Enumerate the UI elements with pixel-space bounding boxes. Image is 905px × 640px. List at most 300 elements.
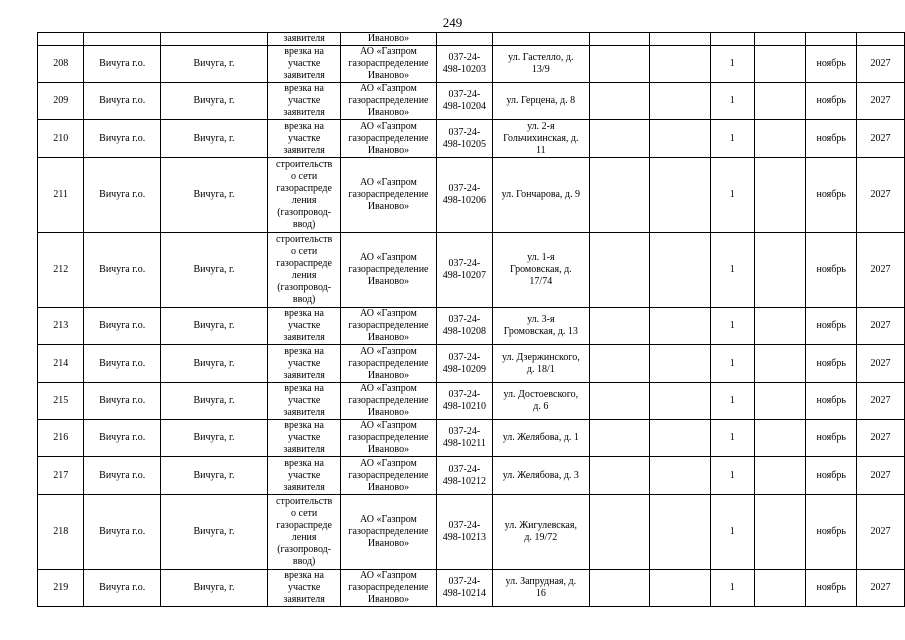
cell-org-line: Иваново» bbox=[367, 201, 410, 212]
cell-city: Вичуга, г. bbox=[160, 46, 267, 83]
cell-address bbox=[493, 33, 589, 46]
cell-qty: 1 bbox=[710, 83, 754, 120]
cell-city: Вичуга, г. bbox=[160, 345, 267, 383]
cell-month: ноябрь bbox=[806, 308, 857, 345]
cell-address bbox=[493, 158, 589, 233]
cell-month: ноябрь bbox=[806, 570, 857, 607]
cell-qty bbox=[710, 33, 754, 46]
cell-qty: 1 bbox=[710, 345, 754, 383]
cell-empty bbox=[650, 33, 711, 46]
cell-type-line: участке bbox=[287, 132, 321, 144]
cell-type-line: ления bbox=[291, 270, 317, 281]
cell-address bbox=[493, 120, 589, 158]
cell-year: 2027 bbox=[857, 570, 905, 607]
cell-city: Вичуга, г. bbox=[160, 158, 267, 233]
cell-empty bbox=[589, 420, 650, 457]
cell-code-line: 498-10212 bbox=[442, 475, 487, 487]
cell-org-line: АО «Газпром bbox=[360, 570, 417, 581]
cell-district: Вичуга г.о. bbox=[84, 46, 161, 83]
cell-org-line: АО «Газпром bbox=[360, 177, 417, 188]
cell-num: 215 bbox=[38, 383, 84, 420]
cell-type bbox=[268, 420, 341, 457]
cell-district: Вичуга г.о. bbox=[84, 83, 161, 120]
cell-empty bbox=[589, 33, 650, 46]
cell-org bbox=[341, 345, 436, 383]
cell-org bbox=[341, 570, 436, 607]
cell-qty: 1 bbox=[710, 233, 754, 308]
cell-org bbox=[341, 233, 436, 308]
cell-org-line: газораспределение bbox=[348, 582, 429, 593]
cell-code-line: 498-10206 bbox=[442, 195, 487, 206]
cell-num: 209 bbox=[38, 83, 84, 120]
cell-type-line: ввод) bbox=[292, 294, 316, 305]
cell-empty bbox=[754, 233, 806, 308]
cell-year: 2027 bbox=[857, 46, 905, 83]
cell-qty: 1 bbox=[710, 383, 754, 420]
cell-type-line: строительств bbox=[276, 159, 333, 170]
table-row bbox=[38, 83, 905, 120]
cell-year: 2027 bbox=[857, 383, 905, 420]
cell-empty bbox=[650, 308, 711, 345]
cell-type-line: заявителя bbox=[283, 70, 325, 81]
cell-type-line: участке bbox=[287, 58, 321, 69]
cell-org: Иваново» bbox=[341, 33, 436, 46]
cell-type-line: заявителя bbox=[283, 444, 325, 455]
cell-code bbox=[436, 420, 492, 457]
cell-type-line: заявителя bbox=[283, 332, 325, 343]
cell-city: Вичуга, г. bbox=[160, 308, 267, 345]
cell-type-line: (газопровод- bbox=[277, 207, 332, 218]
cell-type-line: участке bbox=[287, 432, 321, 443]
cell-org-line: Иваново» bbox=[367, 144, 410, 156]
cell-org-line: газораспределение bbox=[348, 189, 429, 200]
cell-empty bbox=[650, 495, 711, 570]
cell-code bbox=[436, 345, 492, 383]
cell-address-line: д. 19/72 bbox=[524, 532, 558, 543]
cell-type-line: врезка на bbox=[284, 383, 324, 394]
cell-code bbox=[436, 158, 492, 233]
cell-address-line: ул. Достоевского, bbox=[503, 389, 579, 400]
cell-qty: 1 bbox=[710, 308, 754, 345]
cell-month: ноябрь bbox=[806, 495, 857, 570]
cell-code bbox=[436, 233, 492, 308]
cell-address-line: ул. Желябова, д. 3 bbox=[502, 469, 579, 481]
cell-year: 2027 bbox=[857, 120, 905, 158]
cell-month: ноябрь bbox=[806, 158, 857, 233]
cell-type-line: заявителя bbox=[283, 407, 325, 418]
cell-num: 212 bbox=[38, 233, 84, 308]
table-row bbox=[38, 158, 905, 233]
cell-empty bbox=[589, 308, 650, 345]
table-row bbox=[38, 46, 905, 83]
table-row bbox=[38, 495, 905, 570]
cell-org-line: газораспределение bbox=[348, 432, 429, 443]
cell-code bbox=[436, 495, 492, 570]
cell-type-line: заявителя bbox=[283, 594, 325, 605]
cell-city: Вичуга, г. bbox=[160, 120, 267, 158]
cell-org-line: газораспределение bbox=[348, 264, 429, 275]
cell-month: ноябрь bbox=[806, 46, 857, 83]
cell-district bbox=[84, 33, 161, 46]
cell-address bbox=[493, 308, 589, 345]
cell-type bbox=[268, 345, 341, 383]
cell-address-line: д. 6 bbox=[533, 401, 549, 412]
cell-month: ноябрь bbox=[806, 383, 857, 420]
cell-org-line: газораспределение bbox=[348, 395, 429, 406]
cell-year bbox=[857, 33, 905, 46]
cell-empty bbox=[650, 83, 711, 120]
cell-code bbox=[436, 120, 492, 158]
cell-address-line: д. 18/1 bbox=[526, 363, 555, 375]
cell-org-line: газораспределение bbox=[348, 95, 429, 106]
cell-org-line: АО «Газпром bbox=[360, 345, 417, 357]
cell-code-line: 498-10214 bbox=[442, 588, 487, 599]
cell-type-line: газораспреде bbox=[276, 520, 332, 531]
cell-district: Вичуга г.о. bbox=[84, 233, 161, 308]
cell-city: Вичуга, г. bbox=[160, 420, 267, 457]
cell-empty bbox=[754, 33, 806, 46]
cell-org-line: АО «Газпром bbox=[360, 252, 417, 263]
cell-org-line: АО «Газпром bbox=[360, 420, 417, 431]
cell-empty bbox=[754, 495, 806, 570]
cell-year: 2027 bbox=[857, 345, 905, 383]
cell-empty bbox=[650, 233, 711, 308]
cell-qty: 1 bbox=[710, 457, 754, 495]
cell-empty bbox=[754, 420, 806, 457]
cell-empty bbox=[754, 46, 806, 83]
cell-code-line: 037-24- bbox=[448, 89, 481, 100]
cell-type-line: врезка на bbox=[284, 308, 324, 319]
continuation-row bbox=[38, 33, 905, 46]
cell-num: 211 bbox=[38, 158, 84, 233]
cell-org-line: газораспределение bbox=[348, 132, 429, 144]
cell-district: Вичуга г.о. bbox=[84, 120, 161, 158]
cell-type-line: заявителя bbox=[283, 107, 325, 118]
cell-empty bbox=[589, 83, 650, 120]
table-row bbox=[38, 383, 905, 420]
cell-year: 2027 bbox=[857, 83, 905, 120]
cell-type-line: врезка на bbox=[284, 120, 324, 132]
data-table bbox=[37, 32, 905, 607]
cell-num: 210 bbox=[38, 120, 84, 158]
cell-type-line: врезка на bbox=[284, 457, 324, 469]
cell-district: Вичуга г.о. bbox=[84, 158, 161, 233]
cell-type-line: о сети bbox=[291, 508, 318, 519]
cell-qty: 1 bbox=[710, 46, 754, 83]
cell-org bbox=[341, 383, 436, 420]
cell-address bbox=[493, 420, 589, 457]
cell-city: Вичуга, г. bbox=[160, 457, 267, 495]
cell-address-line: ул. Желябова, д. 1 bbox=[502, 432, 579, 443]
cell-code-line: 498-10209 bbox=[442, 363, 487, 375]
cell-empty bbox=[589, 46, 650, 83]
cell-type bbox=[268, 120, 341, 158]
cell-address bbox=[493, 46, 589, 83]
cell-address-line: ул. Запрудная, д. bbox=[505, 576, 577, 587]
cell-month: ноябрь bbox=[806, 345, 857, 383]
cell-type-line: участке bbox=[287, 357, 321, 369]
cell-org-line: АО «Газпром bbox=[360, 308, 417, 319]
cell-empty bbox=[650, 420, 711, 457]
cell-num: 214 bbox=[38, 345, 84, 383]
cell-org bbox=[341, 120, 436, 158]
cell-empty bbox=[589, 383, 650, 420]
cell-num: 219 bbox=[38, 570, 84, 607]
cell-address bbox=[493, 345, 589, 383]
cell-org-line: Иваново» bbox=[367, 369, 410, 381]
cell-org-line: Иваново» bbox=[367, 407, 410, 418]
cell-empty bbox=[589, 345, 650, 383]
cell-code bbox=[436, 570, 492, 607]
cell-org-line: Иваново» bbox=[367, 538, 410, 549]
cell-org-line: АО «Газпром bbox=[360, 46, 417, 57]
cell-type-line: врезка на bbox=[284, 420, 324, 431]
cell-type-line: ввод) bbox=[292, 556, 316, 567]
cell-code-line: 037-24- bbox=[448, 52, 481, 63]
cell-empty bbox=[650, 457, 711, 495]
cell-empty bbox=[754, 308, 806, 345]
cell-address-line: ул. Гастелло, д. bbox=[508, 52, 574, 63]
cell-address bbox=[493, 570, 589, 607]
cell-type-line: заявителя bbox=[283, 481, 325, 493]
cell-address-line: ул. Дзержинского, bbox=[501, 351, 580, 363]
cell-code bbox=[436, 33, 492, 46]
cell-type-line: участке bbox=[287, 95, 321, 106]
cell-qty: 1 bbox=[710, 120, 754, 158]
cell-code-line: 037-24- bbox=[448, 183, 481, 194]
cell-type-line: (газопровод- bbox=[277, 544, 332, 555]
cell-empty bbox=[754, 120, 806, 158]
cell-empty bbox=[754, 570, 806, 607]
cell-type-line: врезка на bbox=[284, 570, 324, 581]
cell-qty: 1 bbox=[710, 570, 754, 607]
cell-address-line: 17/74 bbox=[529, 276, 553, 287]
cell-city: Вичуга, г. bbox=[160, 383, 267, 420]
cell-org-line: АО «Газпром bbox=[360, 383, 417, 394]
cell-num: 216 bbox=[38, 420, 84, 457]
cell-org-line: газораспределение bbox=[348, 58, 429, 69]
cell-district: Вичуга г.о. bbox=[84, 420, 161, 457]
cell-address-line: 16 bbox=[535, 588, 546, 599]
cell-type-line: газораспреде bbox=[276, 258, 332, 269]
cell-type-line: участке bbox=[287, 582, 321, 593]
cell-month: ноябрь bbox=[806, 83, 857, 120]
cell-month: ноябрь bbox=[806, 233, 857, 308]
cell-month: ноябрь bbox=[806, 120, 857, 158]
cell-org bbox=[341, 495, 436, 570]
cell-type-line: газораспреде bbox=[276, 183, 332, 194]
cell-code bbox=[436, 46, 492, 83]
cell-code bbox=[436, 83, 492, 120]
cell-org-line: газораспределение bbox=[348, 320, 429, 331]
cell-code-line: 498-10203 bbox=[442, 64, 487, 75]
cell-district: Вичуга г.о. bbox=[84, 495, 161, 570]
cell-code-line: 037-24- bbox=[448, 389, 481, 400]
cell-type: заявителя bbox=[268, 33, 341, 46]
cell-empty bbox=[650, 158, 711, 233]
cell-qty: 1 bbox=[710, 158, 754, 233]
cell-type bbox=[268, 383, 341, 420]
cell-code-line: 498-10213 bbox=[442, 532, 487, 543]
cell-org-line: Иваново» bbox=[367, 70, 410, 81]
cell-org-line: АО «Газпром bbox=[360, 514, 417, 525]
cell-num: 213 bbox=[38, 308, 84, 345]
cell-code-line: 037-24- bbox=[448, 426, 481, 437]
cell-org bbox=[341, 158, 436, 233]
cell-year: 2027 bbox=[857, 457, 905, 495]
cell-org-line: газораспределение bbox=[348, 357, 429, 369]
cell-type bbox=[268, 457, 341, 495]
cell-org-line: Иваново» bbox=[367, 481, 410, 493]
cell-org-line: газораспределение bbox=[348, 469, 429, 481]
cell-empty bbox=[754, 457, 806, 495]
cell-empty bbox=[754, 345, 806, 383]
cell-type-line: (газопровод- bbox=[277, 282, 332, 293]
cell-org bbox=[341, 457, 436, 495]
cell-type bbox=[268, 233, 341, 308]
cell-address bbox=[493, 83, 589, 120]
cell-code-line: 498-10205 bbox=[442, 138, 487, 150]
cell-empty bbox=[589, 120, 650, 158]
cell-address-line: 13/9 bbox=[531, 64, 550, 75]
cell-empty bbox=[650, 383, 711, 420]
cell-address bbox=[493, 383, 589, 420]
cell-org-line: Иваново» bbox=[367, 332, 410, 343]
cell-org-line: АО «Газпром bbox=[360, 457, 417, 469]
table-row bbox=[38, 570, 905, 607]
cell-org-line: Иваново» bbox=[367, 276, 410, 287]
cell-empty bbox=[754, 83, 806, 120]
cell-city: Вичуга, г. bbox=[160, 83, 267, 120]
cell-city: Вичуга, г. bbox=[160, 495, 267, 570]
cell-city bbox=[160, 33, 267, 46]
cell-address bbox=[493, 233, 589, 308]
cell-type-line: заявителя bbox=[283, 144, 325, 156]
cell-code-line: 037-24- bbox=[448, 258, 481, 269]
table-row bbox=[38, 308, 905, 345]
cell-empty bbox=[650, 570, 711, 607]
cell-type bbox=[268, 308, 341, 345]
cell-address bbox=[493, 495, 589, 570]
cell-code-line: 498-10204 bbox=[442, 101, 487, 112]
cell-num bbox=[38, 33, 84, 46]
cell-code-line: 498-10208 bbox=[442, 326, 487, 337]
cell-org-line: Иваново» bbox=[367, 107, 410, 118]
cell-code-line: 498-10210 bbox=[442, 401, 487, 412]
cell-type-line: участке bbox=[287, 469, 321, 481]
cell-district: Вичуга г.о. bbox=[84, 570, 161, 607]
cell-org-line: АО «Газпром bbox=[360, 120, 417, 132]
table-row bbox=[38, 420, 905, 457]
cell-type-line: врезка на bbox=[284, 345, 324, 357]
cell-month: ноябрь bbox=[806, 457, 857, 495]
cell-code-line: 037-24- bbox=[448, 576, 481, 587]
cell-num: 217 bbox=[38, 457, 84, 495]
cell-qty: 1 bbox=[710, 420, 754, 457]
cell-year: 2027 bbox=[857, 158, 905, 233]
cell-address-line: ул. 1-я bbox=[527, 252, 555, 263]
cell-empty bbox=[589, 495, 650, 570]
cell-org bbox=[341, 83, 436, 120]
cell-org bbox=[341, 308, 436, 345]
cell-month bbox=[806, 33, 857, 46]
cell-type-line: о сети bbox=[291, 246, 318, 257]
cell-org-line: Иваново» bbox=[367, 444, 410, 455]
cell-org bbox=[341, 46, 436, 83]
cell-empty bbox=[754, 158, 806, 233]
cell-empty bbox=[754, 383, 806, 420]
cell-org bbox=[341, 420, 436, 457]
cell-district: Вичуга г.о. bbox=[84, 383, 161, 420]
cell-code bbox=[436, 308, 492, 345]
table-row bbox=[38, 120, 905, 158]
cell-type-line: ввод) bbox=[292, 219, 316, 230]
cell-district: Вичуга г.о. bbox=[84, 457, 161, 495]
cell-type-line: строительств bbox=[276, 496, 333, 507]
cell-code-line: 037-24- bbox=[448, 126, 481, 138]
table-body bbox=[38, 33, 905, 607]
cell-year: 2027 bbox=[857, 495, 905, 570]
cell-type-line: ления bbox=[291, 195, 317, 206]
cell-type-line: участке bbox=[287, 320, 321, 331]
cell-type-line: заявителя bbox=[283, 369, 325, 381]
cell-type-line: врезка на bbox=[284, 83, 324, 94]
cell-address-line: 11 bbox=[536, 144, 546, 156]
table-row bbox=[38, 233, 905, 308]
cell-address-line: Гольчихинская, д. bbox=[503, 132, 579, 144]
cell-empty bbox=[589, 457, 650, 495]
cell-address-line: Громовская, д. bbox=[509, 264, 572, 275]
cell-num: 208 bbox=[38, 46, 84, 83]
table-row bbox=[38, 345, 905, 383]
cell-code bbox=[436, 457, 492, 495]
cell-org-line: газораспределение bbox=[348, 526, 429, 537]
cell-address-line: ул. Жигулевская, bbox=[504, 520, 577, 531]
cell-empty bbox=[589, 158, 650, 233]
cell-type-line: о сети bbox=[291, 171, 318, 182]
cell-district: Вичуга г.о. bbox=[84, 345, 161, 383]
cell-code bbox=[436, 383, 492, 420]
table-row bbox=[38, 457, 905, 495]
cell-type-line: врезка на bbox=[284, 46, 324, 57]
cell-empty bbox=[650, 345, 711, 383]
cell-address-line: ул. 3-я bbox=[527, 314, 555, 325]
cell-year: 2027 bbox=[857, 233, 905, 308]
cell-qty: 1 bbox=[710, 495, 754, 570]
cell-code-line: 037-24- bbox=[448, 463, 481, 475]
cell-address-line: ул. Гончарова, д. 9 bbox=[501, 189, 581, 200]
cell-address-line: Громовская, д. 13 bbox=[503, 326, 578, 337]
cell-code-line: 498-10211 bbox=[442, 438, 486, 449]
cell-num: 218 bbox=[38, 495, 84, 570]
cell-code-line: 037-24- bbox=[448, 351, 481, 363]
cell-year: 2027 bbox=[857, 420, 905, 457]
cell-type bbox=[268, 570, 341, 607]
cell-address-line: ул. 2-я bbox=[527, 120, 555, 132]
cell-type bbox=[268, 46, 341, 83]
cell-district: Вичуга г.о. bbox=[84, 308, 161, 345]
cell-city: Вичуга, г. bbox=[160, 233, 267, 308]
cell-type-line: участке bbox=[287, 395, 321, 406]
cell-address-line: ул. Герцена, д. 8 bbox=[506, 95, 576, 106]
cell-type bbox=[268, 495, 341, 570]
cell-empty bbox=[589, 570, 650, 607]
cell-type bbox=[268, 158, 341, 233]
cell-month: ноябрь bbox=[806, 420, 857, 457]
cell-empty bbox=[650, 46, 711, 83]
page-number: 249 bbox=[442, 15, 463, 30]
cell-type bbox=[268, 83, 341, 120]
